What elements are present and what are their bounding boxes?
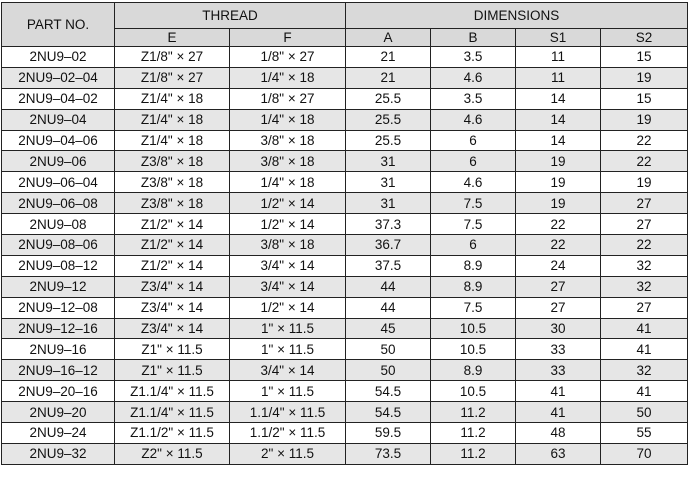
thread-f-cell: 1/4" × 18	[230, 67, 346, 88]
dim-a-cell: 50	[346, 339, 431, 360]
thread-e-cell: Z1/4" × 18	[115, 130, 230, 151]
part-no-cell: 2NU9–06–04	[2, 172, 115, 193]
thread-e-cell: Z3/4" × 14	[115, 318, 230, 339]
thread-e-cell: Z3/8" × 18	[115, 172, 230, 193]
part-no-cell: 2NU9–04–02	[2, 88, 115, 109]
dim-a-cell: 25.5	[346, 88, 431, 109]
dim-b-cell: 11.2	[431, 443, 516, 464]
thread-e-cell: Z3/8" × 18	[115, 151, 230, 172]
thread-f-cell: 1.1/4" × 11.5	[230, 402, 346, 423]
part-no-cell: 2NU9–08	[2, 214, 115, 235]
thread-e-cell: Z1/2" × 14	[115, 235, 230, 256]
dim-a-cell: 44	[346, 276, 431, 297]
dim-s1-cell: 19	[516, 172, 601, 193]
dim-a-cell: 50	[346, 360, 431, 381]
dim-s1-cell: 48	[516, 423, 601, 444]
table-row	[2, 88, 688, 109]
part-no-cell: 2NU9–24	[2, 423, 115, 444]
dim-s1-cell: 63	[516, 443, 601, 464]
table-row	[2, 214, 688, 235]
table-row	[2, 109, 688, 130]
header-col-a: A	[346, 29, 431, 47]
thread-e-cell: Z1.1/4" × 11.5	[115, 381, 230, 402]
part-no-cell: 2NU9–08–12	[2, 255, 115, 276]
thread-f-cell: 1" × 11.5	[230, 318, 346, 339]
thread-e-cell: Z1/4" × 18	[115, 88, 230, 109]
dim-s1-cell: 14	[516, 130, 601, 151]
header-col-s1: S1	[516, 29, 601, 47]
thread-e-cell: Z1" × 11.5	[115, 360, 230, 381]
thread-e-cell: Z1.1/4" × 11.5	[115, 402, 230, 423]
table-body	[2, 47, 688, 465]
table-row	[2, 360, 688, 381]
header-col-e: E	[115, 29, 230, 47]
dim-s1-cell: 14	[516, 88, 601, 109]
dim-s1-cell: 22	[516, 214, 601, 235]
dim-a-cell: 37.5	[346, 255, 431, 276]
dim-b-cell: 6	[431, 235, 516, 256]
dim-b-cell: 4.6	[431, 67, 516, 88]
part-no-cell: 2NU9–16–12	[2, 360, 115, 381]
thread-e-cell: Z3/8" × 18	[115, 193, 230, 214]
dim-s1-cell: 41	[516, 402, 601, 423]
table-row	[2, 339, 688, 360]
thread-f-cell: 1/2" × 14	[230, 214, 346, 235]
dim-s1-cell: 33	[516, 360, 601, 381]
thread-f-cell: 1/4" × 18	[230, 109, 346, 130]
thread-f-cell: 3/4" × 14	[230, 276, 346, 297]
dim-b-cell: 7.5	[431, 297, 516, 318]
part-no-cell: 2NU9–20–16	[2, 381, 115, 402]
header-part-no: PART NO.	[2, 3, 115, 47]
part-no-cell: 2NU9–12	[2, 276, 115, 297]
dim-s1-cell: 11	[516, 47, 601, 68]
dim-s2-cell: 27	[601, 297, 688, 318]
dim-s1-cell: 22	[516, 235, 601, 256]
table-row	[2, 47, 688, 68]
dim-b-cell: 4.6	[431, 109, 516, 130]
header-thread: THREAD	[115, 3, 346, 29]
thread-f-cell: 3/8" × 18	[230, 151, 346, 172]
dim-a-cell: 44	[346, 297, 431, 318]
table-row	[2, 235, 688, 256]
dim-s2-cell: 27	[601, 193, 688, 214]
spec-table-container	[1, 2, 687, 494]
thread-f-cell: 1/2" × 14	[230, 297, 346, 318]
dim-b-cell: 10.5	[431, 318, 516, 339]
thread-e-cell: Z1/2" × 14	[115, 255, 230, 276]
dim-b-cell: 11.2	[431, 423, 516, 444]
thread-e-cell: Z1/4" × 18	[115, 109, 230, 130]
dim-a-cell: 59.5	[346, 423, 431, 444]
dim-a-cell: 21	[346, 67, 431, 88]
part-no-cell: 2NU9–16	[2, 339, 115, 360]
thread-e-cell: Z1/8" × 27	[115, 67, 230, 88]
thread-f-cell: 2" × 11.5	[230, 443, 346, 464]
thread-e-cell: Z3/4" × 14	[115, 297, 230, 318]
dim-s1-cell: 27	[516, 276, 601, 297]
dim-s2-cell: 19	[601, 67, 688, 88]
table-row	[2, 151, 688, 172]
dim-s2-cell: 32	[601, 360, 688, 381]
part-no-cell: 2NU9–08–06	[2, 235, 115, 256]
header-col-b: B	[431, 29, 516, 47]
dim-s2-cell: 70	[601, 443, 688, 464]
table-row	[2, 276, 688, 297]
dim-a-cell: 25.5	[346, 130, 431, 151]
table-row	[2, 402, 688, 423]
part-dimensions-table	[1, 2, 688, 465]
part-no-cell: 2NU9–12–16	[2, 318, 115, 339]
table-row	[2, 67, 688, 88]
dim-s1-cell: 41	[516, 381, 601, 402]
dim-b-cell: 10.5	[431, 381, 516, 402]
dim-b-cell: 6	[431, 151, 516, 172]
header-col-s2: S2	[601, 29, 688, 47]
thread-f-cell: 1" × 11.5	[230, 339, 346, 360]
dim-b-cell: 7.5	[431, 214, 516, 235]
part-no-cell: 2NU9–02	[2, 47, 115, 68]
thread-f-cell: 1" × 11.5	[230, 381, 346, 402]
dim-a-cell: 37.3	[346, 214, 431, 235]
dim-b-cell: 8.9	[431, 255, 516, 276]
thread-f-cell: 3/4" × 14	[230, 360, 346, 381]
thread-e-cell: Z1/2" × 14	[115, 214, 230, 235]
dim-s2-cell: 19	[601, 172, 688, 193]
dim-a-cell: 45	[346, 318, 431, 339]
thread-e-cell: Z2" × 11.5	[115, 443, 230, 464]
thread-e-cell: Z1.1/2" × 11.5	[115, 423, 230, 444]
dim-s1-cell: 27	[516, 297, 601, 318]
part-no-cell: 2NU9–02–04	[2, 67, 115, 88]
thread-f-cell: 1/8" × 27	[230, 88, 346, 109]
thread-e-cell: Z3/4" × 14	[115, 276, 230, 297]
dim-s1-cell: 33	[516, 339, 601, 360]
part-no-cell: 2NU9–04	[2, 109, 115, 130]
dim-a-cell: 31	[346, 172, 431, 193]
table-row	[2, 172, 688, 193]
dim-b-cell: 8.9	[431, 276, 516, 297]
part-no-cell: 2NU9–12–08	[2, 297, 115, 318]
thread-f-cell: 1/2" × 14	[230, 193, 346, 214]
header-dimensions: DIMENSIONS	[346, 3, 688, 29]
dim-s2-cell: 15	[601, 88, 688, 109]
dim-a-cell: 21	[346, 47, 431, 68]
dim-s2-cell: 22	[601, 235, 688, 256]
dim-s1-cell: 24	[516, 255, 601, 276]
dim-s2-cell: 55	[601, 423, 688, 444]
thread-f-cell: 3/8" × 18	[230, 235, 346, 256]
dim-s2-cell: 19	[601, 109, 688, 130]
thread-f-cell: 1/4" × 18	[230, 172, 346, 193]
dim-b-cell: 11.2	[431, 402, 516, 423]
part-no-cell: 2NU9–04–06	[2, 130, 115, 151]
dim-a-cell: 31	[346, 193, 431, 214]
dim-b-cell: 3.5	[431, 47, 516, 68]
dim-b-cell: 4.6	[431, 172, 516, 193]
table-row	[2, 443, 688, 464]
dim-s2-cell: 22	[601, 151, 688, 172]
table-row	[2, 255, 688, 276]
dim-s2-cell: 41	[601, 381, 688, 402]
table-row	[2, 130, 688, 151]
part-no-cell: 2NU9–32	[2, 443, 115, 464]
dim-s2-cell: 15	[601, 47, 688, 68]
table-row	[2, 297, 688, 318]
thread-f-cell: 3/8" × 18	[230, 130, 346, 151]
dim-s1-cell: 19	[516, 193, 601, 214]
dim-b-cell: 10.5	[431, 339, 516, 360]
table-row	[2, 193, 688, 214]
thread-e-cell: Z1" × 11.5	[115, 339, 230, 360]
dim-s2-cell: 27	[601, 214, 688, 235]
dim-a-cell: 54.5	[346, 402, 431, 423]
dim-s2-cell: 41	[601, 339, 688, 360]
table-row	[2, 423, 688, 444]
thread-e-cell: Z1/8" × 27	[115, 47, 230, 68]
part-no-cell: 2NU9–06	[2, 151, 115, 172]
dim-b-cell: 8.9	[431, 360, 516, 381]
table-header	[2, 3, 688, 47]
dim-b-cell: 3.5	[431, 88, 516, 109]
dim-s2-cell: 32	[601, 255, 688, 276]
dim-a-cell: 73.5	[346, 443, 431, 464]
dim-s1-cell: 19	[516, 151, 601, 172]
dim-a-cell: 54.5	[346, 381, 431, 402]
dim-s2-cell: 32	[601, 276, 688, 297]
dim-a-cell: 36.7	[346, 235, 431, 256]
dim-b-cell: 7.5	[431, 193, 516, 214]
table-row	[2, 318, 688, 339]
dim-a-cell: 25.5	[346, 109, 431, 130]
dim-s1-cell: 11	[516, 67, 601, 88]
dim-s2-cell: 22	[601, 130, 688, 151]
thread-f-cell: 1.1/2" × 11.5	[230, 423, 346, 444]
dim-a-cell: 31	[346, 151, 431, 172]
table-row	[2, 381, 688, 402]
thread-f-cell: 3/4" × 14	[230, 255, 346, 276]
thread-f-cell: 1/8" × 27	[230, 47, 346, 68]
dim-s1-cell: 14	[516, 109, 601, 130]
dim-s2-cell: 41	[601, 318, 688, 339]
part-no-cell: 2NU9–20	[2, 402, 115, 423]
dim-b-cell: 6	[431, 130, 516, 151]
dim-s1-cell: 30	[516, 318, 601, 339]
part-no-cell: 2NU9–06–08	[2, 193, 115, 214]
header-col-f: F	[230, 29, 346, 47]
dim-s2-cell: 50	[601, 402, 688, 423]
